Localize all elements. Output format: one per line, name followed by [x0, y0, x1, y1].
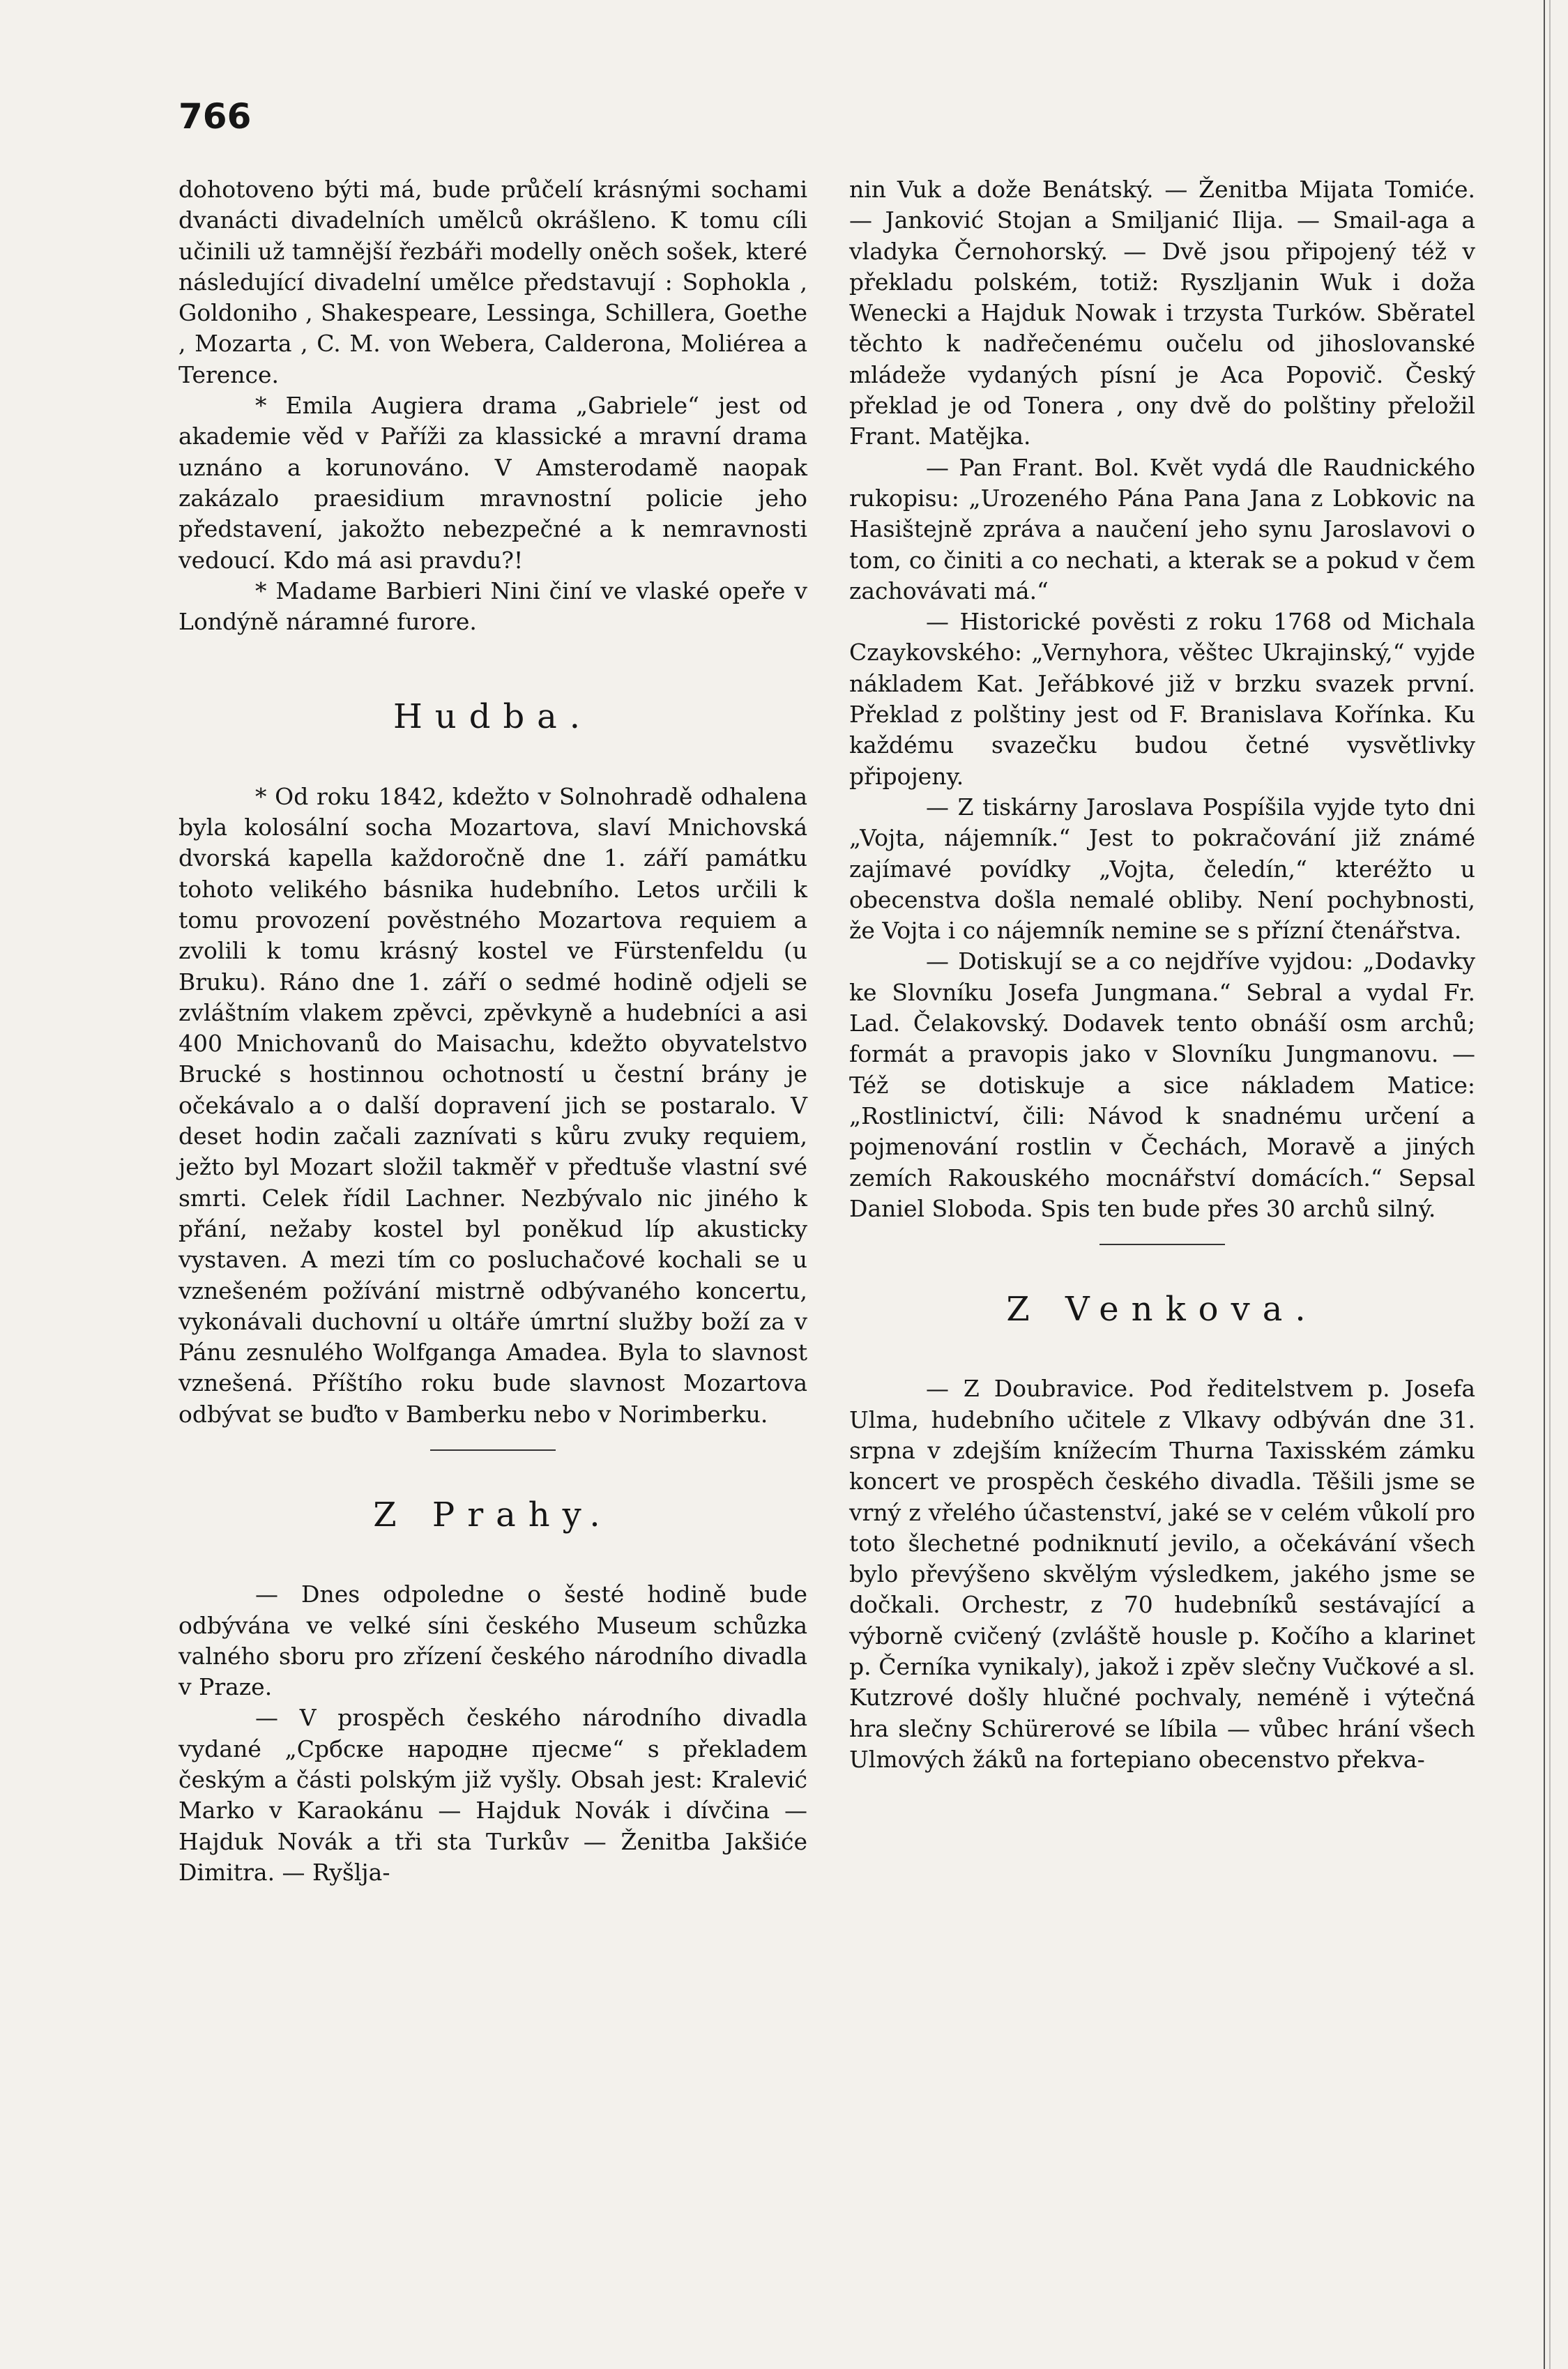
- section-heading-hudba: Hudba.: [393, 697, 593, 737]
- left-column: [178, 174, 807, 1888]
- scan-edge-marks: [1540, 0, 1568, 2369]
- article-intro-continuation: dohotoveno býti má, bude průčelí krásnými sochami dvanácti divadelních umělců okrášleno. K tomu cíli učinili už tamnější řezbáři modelly oněch sošek, které následující divadelní umělce představují : Sophokla , Goldoniho , Shakespeare, Lessinga, Schillera, Goethe , Mozarta , C. M. von Webera, Calderona, Moliérea a Terence.: [178, 176, 807, 388]
- article-srbske-pjesme: — V prospěch českého národního divadla vydané „Србске народне пјесме“ s překladem českým a části polským již vyšly. Obsah jest: Kralević Marko v Karaokánu — Hajduk Novák i dívčina — Hajduk Novák a tři sta Turkův — Ženitba Jakšiće Dimitra. — Ryšlja-: [178, 1704, 807, 1886]
- article-barbieri: * Madame Barbieri Nini činí ve vlaské opeře v Londýně náramné furore.: [178, 577, 807, 636]
- right-column: [849, 174, 1475, 1775]
- article-dodavky-slovnik: — Dotiskují se a co nejdříve vyjdou: „Dodavky ke Slovníku Josefa Jungmana.“ Sebral a vydal Fr. Lad. Čelakovský. Dodavek tento obnáší osm archů; formát a pravopis jako v Slovníku Jungmanovu. — Též se dotiskuje a sice nákladem Matice: „Rostlinictví, čili: Návod k snadnému určení a pojmenování rostlin v Čechách, Moravě a jiných zemích Rakouského mocnářství domácích.“ Sepsal Daniel Sloboda. Spis ten bude přes 30 archů silný.: [849, 947, 1475, 1222]
- article-vojta-najemnik: — Z tiskárny Jaroslava Pospíšila vyjde tyto dni „Vojta, nájemník.“ Jest to pokračování již známé zajímavé povídky „Vojta, čeledín,“ kteréžto u obecenstva došla nemalé obliby. Není pochybnosti, že Vojta i co nájemník nemine se s přízní čtenářstva.: [849, 793, 1475, 945]
- page-number: 766: [178, 96, 252, 137]
- article-historicke-povesti: — Historické pověsti z roku 1768 od Michala Czaykovského: „Vernyhora, věštec Ukrajinský,“ vyjde nákladem Kat. Jeřábkové již v brzku svazek první. Překlad z polštiny jest od F. Branislava Kořínka. Ku každému svazečku budou četné vysvětlivky připojeny.: [849, 608, 1475, 790]
- article-mozart-requiem: * Od roku 1842, kdežto v Solnohradě odhalena byla kolosální socha Mozartova, slaví Mnichovská dvorská kapella každoročně dne 1. září památku tohoto velikého básnika hudebního. Letos určili k tomu provození pověstného Mozartova requiem a zvolili k tomu krásný kostel ve Fürstenfeldu (u Bruku). Ráno dne 1. září o sedmé hodině odjeli se zvláštním vlakem zpěvci, zpěvkyně a hudebníci a asi 400 Mnichovanů do Maisachu, kdežto obyvatelstvo Brucké s hostinnou ochotností u čestní brány je očekávalo a o další dopravení jich se postaralo. V deset hodin začali zaznívati s kůru zvuky requiem, ježto byl Mozart složil takměř v předtuše vlastní své smrti. Celek řídil Lachner. Nezbývalo nic jiného k přání, nežaby kostel byl poněkud líp akusticky vystaven. A mezi tím co posluchačové kochali se u vznešeném požívání mistrně odbývaného koncertu, vykonávali duchovní u oltáře úmrtní služby boží za v Pánu zesnulého Wolfganga Amadea. Byla to slavnost vznešená. Příštího roku bude slavnost Mozartova odbývat se buďto v Bamberku nebo v Norimberku.: [178, 782, 807, 1428]
- article-augier: * Emila Augiera drama „Gabriele“ jest od akademie věd v Paříži za klassické a mravní drama uznáno a korunováno. V Amsterodamě naopak zakázalo praesidium mravnostní policie jeho představení, jakožto nebezpečné a k nemravnosti vedoucí. Kdo má asi pravdu?!: [178, 392, 807, 574]
- section-heading-z-prahy: Z Prahy.: [373, 1495, 613, 1534]
- section-heading-z-venkova: Z Venkova.: [1006, 1290, 1318, 1330]
- article-museum-meeting: — Dnes odpoledne o šesté hodině bude odbývána ve velké síni českého Museum schůzka valného sboru pro zřízení českého národního divadla v Praze.: [178, 1580, 807, 1701]
- article-pjesme-continuation: nin Vuk a dože Benátský. — Ženitba Mijata Tomiće. — Janković Stojan a Smiljanić Ilija. — Smail-aga a vladyka Černohorský. — Dvě jsou připojený též v překladu polském, totiž: Ryszljanin Wuk i doža Wenecki a Hajduk Nowak i trzysta Turków. Sběratel těchto k nadřečenému oučelu od jihoslovanské mládeže vydaných písní je Aca Popovič. Český překlad je od Tonera , ony dvě do polštiny přeložil Frant. Matějka.: [849, 176, 1475, 450]
- article-kvet-lobkovic: — Pan Frant. Bol. Květ vydá dle Raudnického rukopisu: „Urozeného Pána Pana Jana z Lobkovic na Hasištejně zpráva a naučení jeho synu Jaroslavovi o tom, co činiti a co nechati, a kterak se a pokud v čem zachovávati má.“: [849, 453, 1475, 604]
- article-doubravice-concert: — Z Doubravice. Pod ředitelstvem p. Josefa Ulma, hudebního učitele z Vlkavy odbýván dne 31. srpna v zdejším knížecím Thurna Taxisském zámku koncert ve prospěch českého divadla. Těšili jsme se vrný z vřelého účastenství, jaké se v celém vůkolí pro toto šlechetné podniknutí jevilo, a očekávání všech bylo převýšeno skvělým výsledkem, jakého jsme se dočkali. Orchestr, z 70 hudebníků sestávající a výborně cvičený (zvláště housle p. Kočího a klarinet p. Černíka vynikaly), jakož i zpěv slečny Vučkové a sl. Kutzrové došly hlučné pochvaly, neméně i výtečná hra slečny Schürerové se líbila — vůbec hrání všech Ulmových žáků na fortepiano obecenstvo překva-: [849, 1375, 1475, 1773]
